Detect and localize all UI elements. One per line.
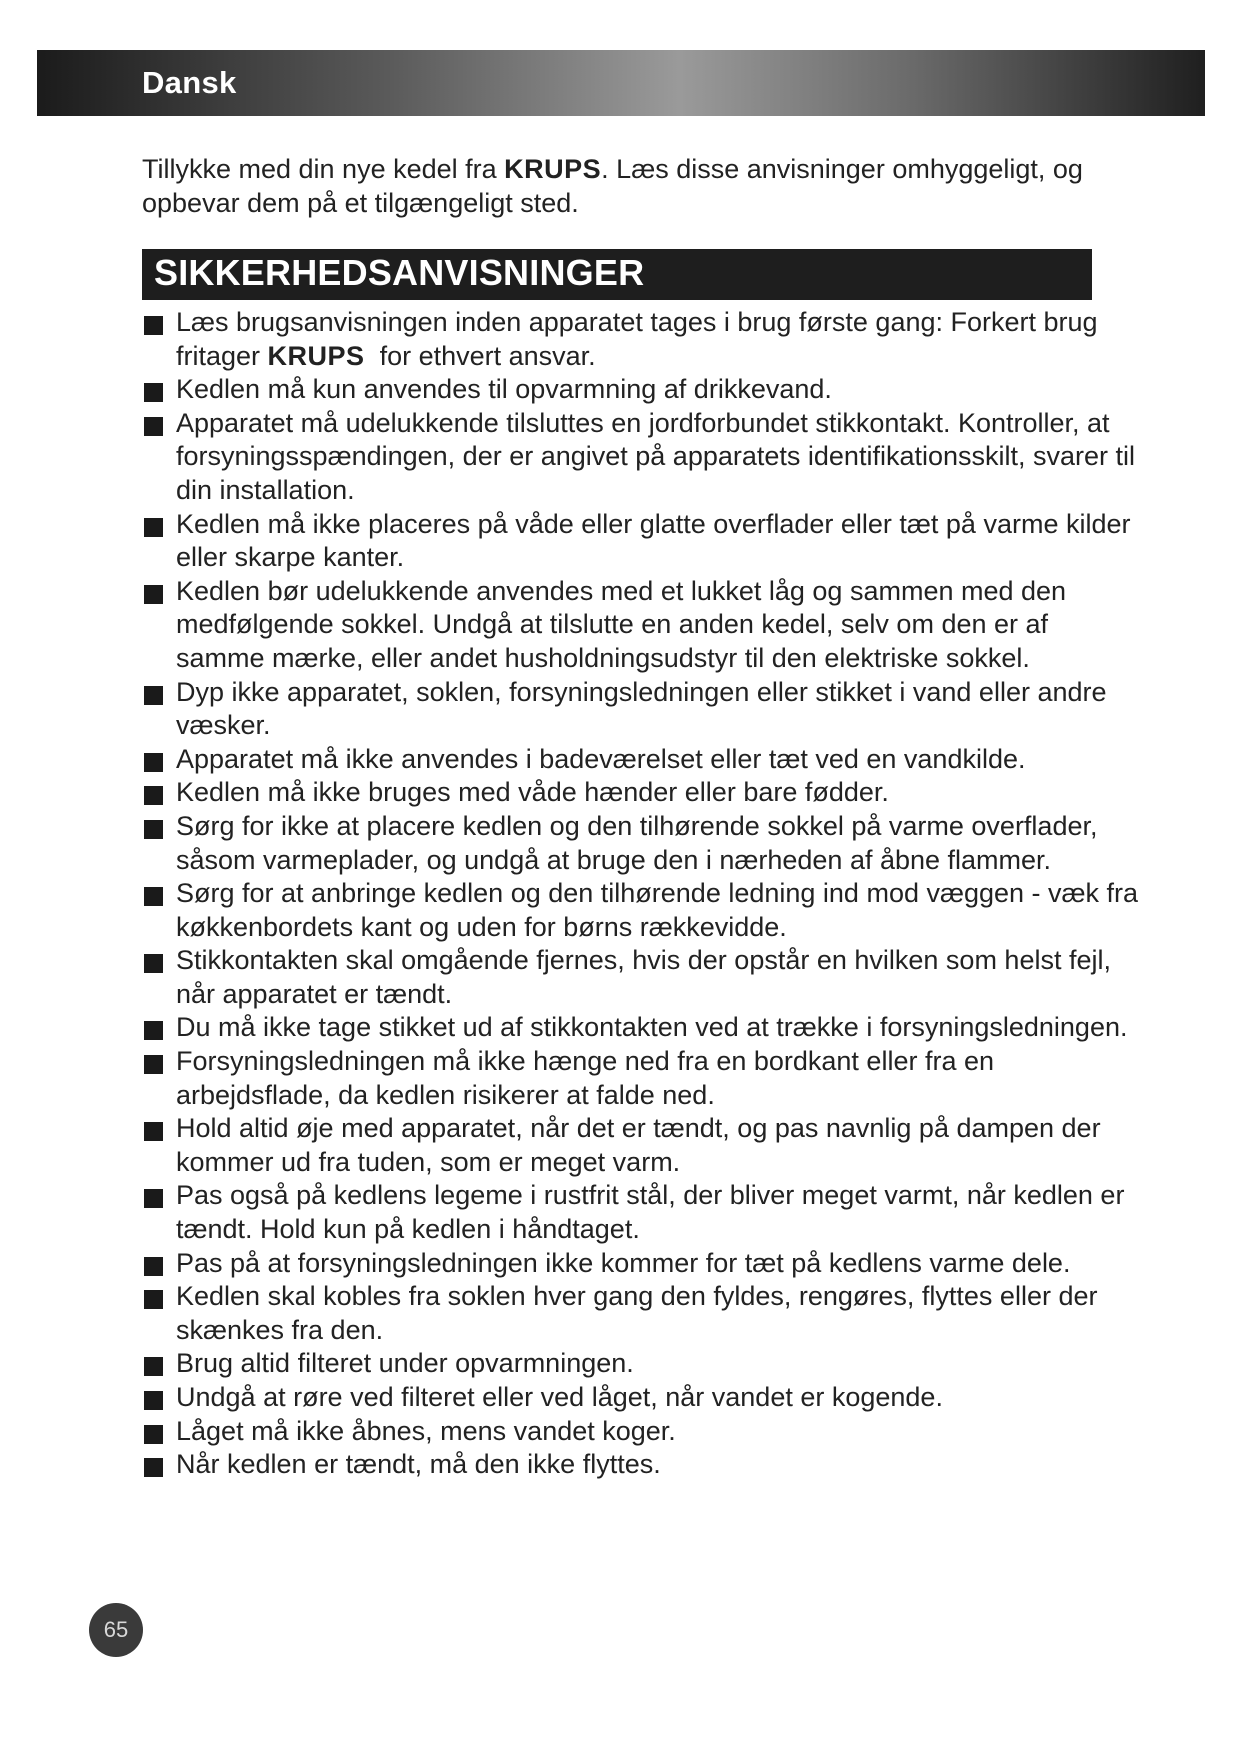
item-text: Undgå at røre ved filteret eller ved låget, når vandet er kogende. xyxy=(176,1382,943,1412)
square-bullet-icon xyxy=(144,1458,163,1477)
item-text-end: for ethvert ansvar. xyxy=(364,340,596,371)
section-title: SIKKERHEDSANVISNINGER xyxy=(154,252,645,293)
list-item xyxy=(142,810,1142,877)
item-text: Sørg for ikke at placere kedlen og den tilhørende sokkel på varme overflader, såsom varmeplader, og undgå at bruge den i nærheden af åbne flammer. xyxy=(176,810,1098,875)
intro-text-start: Tillykke med din nye kedel fra xyxy=(142,154,505,184)
square-bullet-icon xyxy=(144,820,163,839)
item-text: Apparatet må udelukkende tilsluttes en jordforbundet stikkontakt. Kontroller, at forsyningsspændingen, der er angivet på apparatets identifikationsskilt, svarer til din installation. xyxy=(176,407,1136,505)
list-item xyxy=(142,676,1142,743)
item-text: Du må ikke tage stikket ud af stikkontakten ved at trække i forsyningsledningen. xyxy=(176,1012,1128,1043)
square-bullet-icon xyxy=(144,518,163,537)
list-item xyxy=(142,944,1142,1011)
list-item xyxy=(142,1179,1142,1246)
list-item xyxy=(142,1112,1142,1179)
item-text: Stikkontakten skal omgående fjernes, hvis der opstår en hvilken som helst fejl, når apparatet er tændt. xyxy=(176,945,1111,1009)
square-bullet-icon xyxy=(144,1189,163,1208)
list-item xyxy=(142,1381,1142,1415)
square-bullet-icon xyxy=(144,1021,163,1040)
item-text: Kedlen må ikke placeres på våde eller glatte overflader eller tæt på varme kilder eller skarpe kanter. xyxy=(176,508,1131,573)
list-item xyxy=(142,743,1142,777)
square-bullet-icon xyxy=(144,1055,163,1074)
square-bullet-icon xyxy=(144,686,163,705)
item-text-start: Læs brugsanvisningen inden apparatet tages i brug første gang: Forkert brug fritager xyxy=(176,307,1098,371)
item-text: Forsyningsledningen må ikke hænge ned fra en bordkant eller fra en arbejdsflade, da kedlen risikerer at falde ned. xyxy=(176,1046,994,1110)
square-bullet-icon xyxy=(144,1122,163,1141)
square-bullet-icon xyxy=(144,887,163,906)
list-item xyxy=(142,575,1142,676)
item-text: Kedlen må kun anvendes til opvarmning af drikkevand. xyxy=(176,374,832,405)
intro-paragraph xyxy=(142,152,1102,220)
list-item xyxy=(142,508,1142,575)
square-bullet-icon xyxy=(144,786,163,805)
list-item xyxy=(142,877,1142,944)
list-item xyxy=(142,1280,1142,1347)
item-text: Kedlen skal kobles fra soklen hver gang den fyldes, rengøres, flyttes eller der skænkes fra den. xyxy=(176,1281,1098,1345)
square-bullet-icon xyxy=(144,585,163,604)
list-item xyxy=(142,1415,1142,1449)
list-item xyxy=(142,1347,1142,1381)
language-label: Dansk xyxy=(142,65,237,100)
intro-text-end: . Læs disse anvisninger omhyggeligt, og opbevar dem på et tilgængeligt sted. xyxy=(142,154,1083,218)
item-text: Låget må ikke åbnes, mens vandet koger. xyxy=(176,1415,676,1446)
list-item xyxy=(142,1011,1142,1045)
list-item xyxy=(142,776,1142,810)
list-item xyxy=(142,407,1142,508)
item-text: Brug altid filteret under opvarmningen. xyxy=(176,1348,634,1379)
safety-instructions-list xyxy=(142,306,1142,1482)
item-text: Kedlen må ikke bruges med våde hænder eller bare fødder. xyxy=(176,777,889,808)
list-item xyxy=(142,1247,1142,1281)
page-number-badge: 65 xyxy=(89,1603,143,1657)
item-text: Dyp ikke apparatet, soklen, forsyningsledningen eller stikket i vand eller andre væsker. xyxy=(176,676,1107,741)
list-item xyxy=(142,1045,1142,1112)
list-item xyxy=(142,1448,1142,1482)
list-item xyxy=(142,306,1142,373)
square-bullet-icon xyxy=(144,753,163,772)
item-text: Når kedlen er tændt, må den ikke flyttes. xyxy=(176,1449,661,1480)
square-bullet-icon xyxy=(144,316,163,335)
square-bullet-icon xyxy=(144,1357,163,1376)
item-text: Hold altid øje med apparatet, når det er tændt, og pas navnlig på dampen der kommer ud fra tuden, som er meget varm. xyxy=(176,1113,1101,1177)
item-text: Kedlen bør udelukkende anvendes med et lukket låg og sammen med den medfølgende sokkel. Undgå at tilslutte en anden kedel, selv om den er af samme mærke, eller andet husholdningsudstyr til den elektriske sokkel. xyxy=(176,575,1067,673)
item-text: Sørg for at anbringe kedlen og den tilhørende ledning ind mod væggen - væk fra køkkenbordets kant og uden for børns rækkevidde. xyxy=(176,878,1139,942)
square-bullet-icon xyxy=(144,1257,163,1276)
section-heading-bar xyxy=(142,249,1092,300)
item-text: Pas også på kedlens legeme i rustfrit stål, der bliver meget varmt, når kedlen er tændt. Hold kun på kedlen i håndtaget. xyxy=(176,1180,1125,1245)
item-brand: KRUPS xyxy=(267,340,365,371)
language-header-bar xyxy=(37,50,1205,116)
square-bullet-icon xyxy=(144,954,163,973)
square-bullet-icon xyxy=(144,417,163,436)
square-bullet-icon xyxy=(144,1290,163,1309)
item-text: Apparatet må ikke anvendes i badeværelset eller tæt ved en vandkilde. xyxy=(176,743,1026,774)
square-bullet-icon xyxy=(144,383,163,402)
intro-brand: KRUPS xyxy=(504,154,602,184)
list-item xyxy=(142,373,1142,407)
item-text: Pas på at forsyningsledningen ikke kommer for tæt på kedlens varme dele. xyxy=(176,1247,1071,1278)
square-bullet-icon xyxy=(144,1391,163,1410)
square-bullet-icon xyxy=(144,1425,163,1444)
